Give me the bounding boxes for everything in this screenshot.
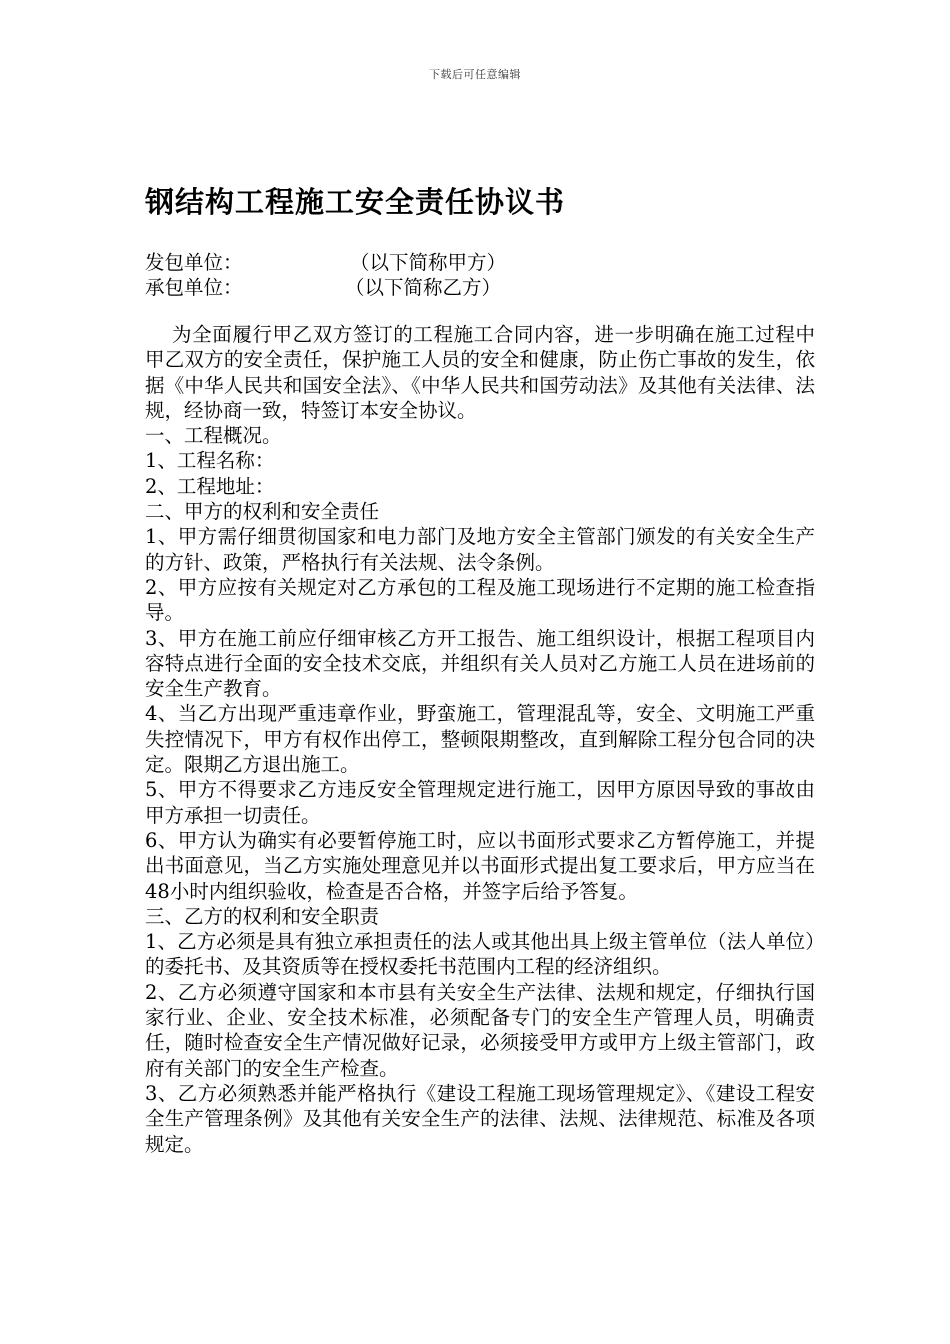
party-a-clause-1: 1、甲方需仔细贯彻国家和电力部门及地方安全主管部门颁发的有关安全生产的方针、政策，严格执行有关法规、法令条例。 bbox=[145, 525, 815, 574]
party-a-clause-5: 5、甲方不得要求乙方违反安全管理规定进行施工，因甲方原因导致的事故由甲方承担一切责任。 bbox=[145, 778, 815, 827]
party-b-clause-3: 3、乙方必须熟悉并能严格执行《建设工程施工现场管理规定》、《建设工程安全生产管理条例》及其他有关安全生产的法律、法规、法律规范、标准及各项规定。 bbox=[145, 1081, 815, 1156]
section-heading-party-b: 三、乙方的权利和安全职责 bbox=[145, 904, 380, 928]
intro-paragraph: 为全面履行甲乙双方签订的工程施工合同内容，进一步明确在施工过程中甲乙双方的安全责任，保护施工人员的安全和健康，防止伤亡事故的发生，依据《中华人民共和国安全法》、《中华人民共和国劳动法》及其他有关法律、法规，经协商一致，特签订本安全协议。 bbox=[145, 323, 815, 422]
party-a-clause-6: 6、甲方认为确实有必要暂停施工时，应以书面形式要求乙方暂停施工，并提出书面意见，当乙方实施处理意见并以书面形式提出复工要求后，甲方应当在48小时内组织验收，检查是否合格，并签字后给予答复。 bbox=[145, 828, 815, 903]
parties-block bbox=[145, 250, 506, 300]
project-name-line: 1、工程名称： bbox=[145, 449, 275, 473]
document-title: 钢结构工程施工安全责任协议书 bbox=[145, 185, 566, 219]
project-address-line: 2、工程地址： bbox=[145, 474, 275, 498]
party-a-note: （以下简称甲方） bbox=[350, 251, 507, 274]
party-a-clause-2: 2、甲方应按有关规定对乙方承包的工程及施工现场进行不定期的施工检查指导。 bbox=[145, 575, 815, 625]
party-a-clause-3: 3、甲方在施工前应仔细审核乙方开工报告、施工组织设计，根据工程项目内容特点进行全面的安全技术交底，并组织有关人员对乙方施工人员在进场前的安全生产教育。 bbox=[145, 626, 815, 701]
party-a-line bbox=[145, 250, 506, 275]
party-a-label: 发包单位： bbox=[145, 251, 243, 274]
header-note: 下载后可任意编辑 bbox=[429, 68, 521, 81]
party-b-label: 承包单位： bbox=[145, 276, 243, 299]
section-heading-project-overview: 一、工程概况。 bbox=[145, 424, 282, 448]
agreement-body bbox=[145, 322, 815, 1157]
party-b-line bbox=[145, 275, 506, 300]
party-b-clause-1: 1、乙方必须是具有独立承担责任的法人或其他出具上级主管单位（法人单位）的委托书、及其资质等在授权委托书范围内工程的经济组织。 bbox=[145, 930, 815, 979]
party-a-clause-4: 4、当乙方出现严重违章作业，野蛮施工，管理混乱等，安全、文明施工严重失控情况下，甲方有权作出停工，整顿限期整改，直到解除工程分包合同的决定。限期乙方退出施工。 bbox=[145, 702, 815, 777]
party-b-note: （以下简称乙方） bbox=[345, 276, 502, 299]
party-b-clause-2: 2、乙方必须遵守国家和本市县有关安全生产法律、法规和规定，仔细执行国家行业、企业、安全技术标准，必须配备专门的安全生产管理人员，明确责任，随时检查安全生产情况做好记录，必须接受甲方或甲方上级主管部门，政府有关部门的安全生产检查。 bbox=[145, 980, 815, 1080]
section-heading-party-a: 二、甲方的权利和安全责任 bbox=[145, 500, 380, 524]
